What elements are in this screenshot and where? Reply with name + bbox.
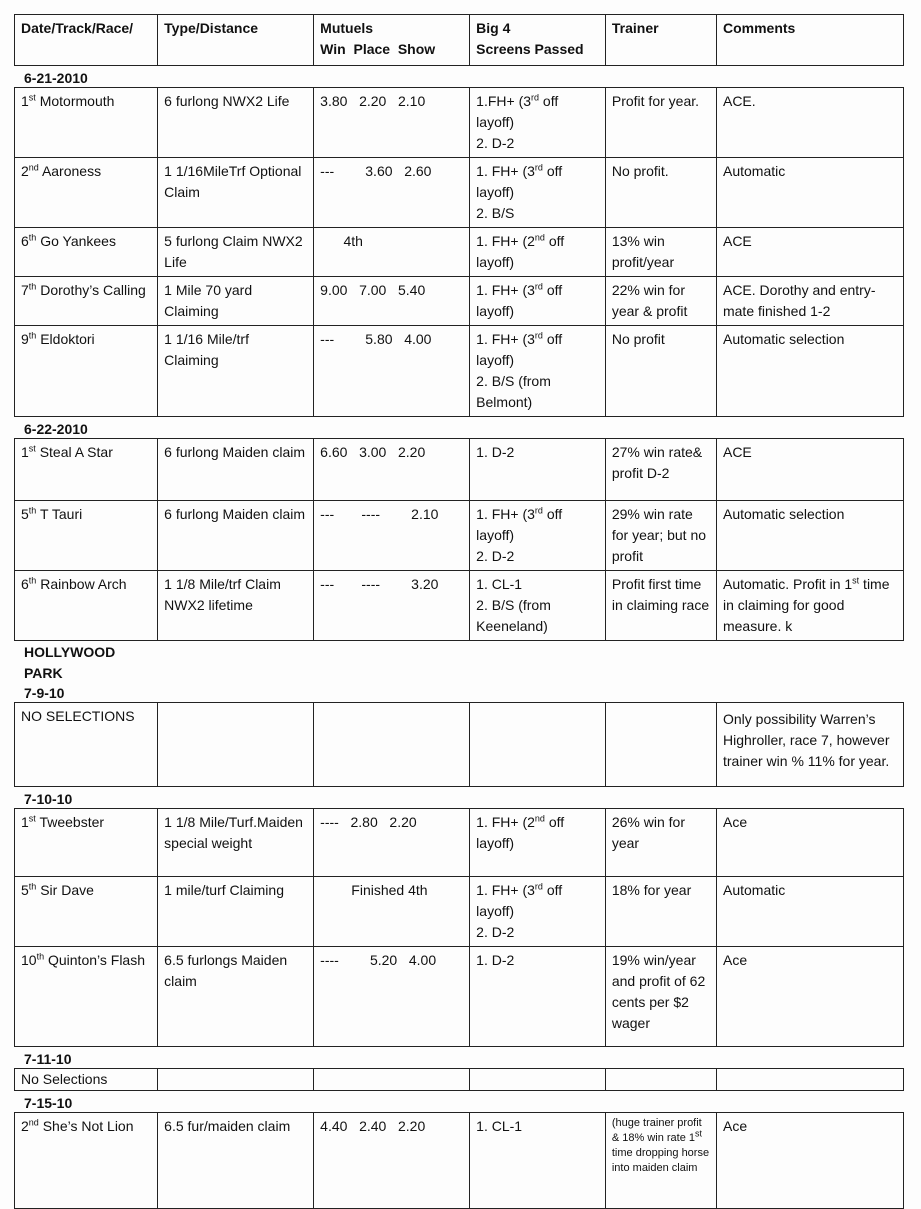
trainer-cell: 26% win for year [605, 809, 716, 877]
trainer-cell [605, 703, 716, 787]
results-document [14, 14, 904, 1209]
type-cell: 5 furlong Claim NWX2 Life [158, 228, 314, 277]
big4-cell: 1. FH+ (3rd off layoff) 2. D-2 [470, 501, 606, 571]
race-cell: 2nd Aaroness [15, 158, 158, 228]
trainer-cell: 13% win profit/year [605, 228, 716, 277]
section-date: 7-15-10 [24, 1095, 73, 1111]
trainer-cell: 18% for year [605, 877, 716, 947]
comments-cell: ACE [716, 439, 903, 501]
type-cell: 1 1/16 Mile/trf Claiming [158, 326, 314, 417]
mutuels-cell: --- 3.60 2.60 [314, 158, 470, 228]
comments-cell: ACE. Dorothy and entry-mate finished 1-2 [716, 277, 903, 326]
mutuels-cell: --- ---- 2.10 [314, 501, 470, 571]
header-comments: Comments [716, 15, 903, 66]
big4-cell: 1.FH+ (3rd off layoff) 2. D-2 [470, 88, 606, 158]
comments-cell: Automatic. Profit in 1st time in claiming for good measure. k [716, 571, 903, 641]
big4-cell: 1. FH+ (3rd off layoff) 2. B/S [470, 158, 606, 228]
mutuels-cell [314, 1069, 470, 1091]
mutuels-cell: 4th [314, 228, 470, 277]
comments-cell [716, 1069, 903, 1091]
header-type-distance: Type/Distance [158, 15, 314, 66]
section-date: 7-9-10 [24, 685, 65, 701]
big4-cell: 1. FH+ (2nd off layoff) [470, 809, 606, 877]
results-table-6-21 [14, 87, 904, 417]
comments-cell: Ace [716, 1113, 903, 1209]
mutuels-cell: 4.40 2.40 2.20 [314, 1113, 470, 1209]
header-mutuels-title: Mutuels [320, 20, 374, 36]
trainer-cell: No profit [605, 326, 716, 417]
comments-cell: ACE [716, 228, 903, 277]
section-track: HOLLYWOOD [24, 644, 116, 660]
header-mutuels [314, 15, 470, 66]
big4-cell: 1. CL-1 [470, 1113, 606, 1209]
header-row [15, 15, 904, 66]
results-table-7-11 [14, 1068, 904, 1091]
type-cell: 1 1/16MileTrf Optional Claim [158, 158, 314, 228]
mutuels-cell: ---- 5.20 4.00 [314, 947, 470, 1047]
section-date: 7-10-10 [24, 791, 73, 807]
mutuels-cell: Finished 4th [314, 877, 470, 947]
race-cell: 1st Steal A Star [15, 439, 158, 501]
comments-cell: Ace [716, 947, 903, 1047]
type-cell [158, 1069, 314, 1091]
race-cell: 5th Sir Dave [15, 877, 158, 947]
mutuels-cell: ---- 2.80 2.20 [314, 809, 470, 877]
race-cell: 1st Tweebster [15, 809, 158, 877]
table-row [15, 1069, 904, 1091]
header-mutuels-sub: Win Place Show [320, 41, 436, 57]
table-row [15, 277, 904, 326]
big4-cell [470, 1069, 606, 1091]
comments-cell: Only possibility Warren’s Highroller, race 7, however trainer win % 11% for year. [716, 703, 903, 787]
race-cell: 6th Rainbow Arch [15, 571, 158, 641]
trainer-cell [605, 1069, 716, 1091]
section-date: 6-22-2010 [24, 421, 88, 437]
header-table [14, 14, 904, 66]
type-cell: 1 1/8 Mile/trf Claim NWX2 lifetime [158, 571, 314, 641]
trainer-cell: 22% win for year & profit [605, 277, 716, 326]
comments-cell: Ace [716, 809, 903, 877]
results-table-6-22 [14, 438, 904, 641]
race-cell: 2nd She’s Not Lion [15, 1113, 158, 1209]
table-row [15, 809, 904, 877]
table-row [15, 947, 904, 1047]
race-cell: No Selections [15, 1069, 158, 1091]
table-row [15, 439, 904, 501]
type-cell: 6 furlong Maiden claim [158, 439, 314, 501]
table-row [15, 571, 904, 641]
trainer-cell: No profit. [605, 158, 716, 228]
type-cell: 1 Mile 70 yard Claiming [158, 277, 314, 326]
comments-cell: Automatic [716, 877, 903, 947]
table-row [15, 703, 904, 787]
type-cell: 6.5 fur/maiden claim [158, 1113, 314, 1209]
table-row [15, 501, 904, 571]
mutuels-cell: --- 5.80 4.00 [314, 326, 470, 417]
big4-cell [470, 703, 606, 787]
header-big4-title: Big 4 [476, 20, 511, 36]
race-cell: 5th T Tauri [15, 501, 158, 571]
mutuels-cell [314, 703, 470, 787]
table-row [15, 228, 904, 277]
header-big4-sub: Screens Passed [476, 41, 584, 57]
big4-cell: 1. D-2 [470, 439, 606, 501]
big4-cell: 1. FH+ (3rd off layoff) 2. D-2 [470, 877, 606, 947]
race-cell: 9th Eldoktori [15, 326, 158, 417]
mutuels-cell: 9.00 7.00 5.40 [314, 277, 470, 326]
mutuels-cell: 6.60 3.00 2.20 [314, 439, 470, 501]
results-table-7-10 [14, 808, 904, 1047]
type-cell: 6 furlong NWX2 Life [158, 88, 314, 158]
race-cell: 7th Dorothy’s Calling [15, 277, 158, 326]
section-track: PARK [24, 665, 63, 681]
comments-cell: Automatic selection [716, 501, 903, 571]
results-table-7-15 [14, 1112, 904, 1209]
trainer-cell: 19% win/year and profit of 62 cents per $2 wager [605, 947, 716, 1047]
trainer-cell: 29% win rate for year; but no profit [605, 501, 716, 571]
mutuels-cell: 3.80 2.20 2.10 [314, 88, 470, 158]
trainer-cell: Profit for year. [605, 88, 716, 158]
table-row [15, 88, 904, 158]
section-date: 7-11-10 [24, 1051, 72, 1067]
trainer-cell: Profit first time in claiming race [605, 571, 716, 641]
big4-cell: 1. FH+ (3rd off layoff) 2. B/S (from Belmont) [470, 326, 606, 417]
big4-cell: 1. FH+ (2nd off layoff) [470, 228, 606, 277]
type-cell: 6.5 furlongs Maiden claim [158, 947, 314, 1047]
comments-cell: Automatic selection [716, 326, 903, 417]
header-big4 [470, 15, 606, 66]
type-cell: 6 furlong Maiden claim [158, 501, 314, 571]
trainer-cell: (huge trainer profit & 18% win rate 1st time dropping horse into maiden claim [605, 1113, 716, 1209]
mutuels-cell: --- ---- 3.20 [314, 571, 470, 641]
type-cell: 1 mile/turf Claiming [158, 877, 314, 947]
comments-cell: ACE. [716, 88, 903, 158]
big4-cell: 1. D-2 [470, 947, 606, 1047]
table-row [15, 158, 904, 228]
header-trainer: Trainer [605, 15, 716, 66]
table-row [15, 1113, 904, 1209]
section-date: 6-21-2010 [24, 70, 88, 86]
header-date-track-race: Date/Track/Race/ [15, 15, 158, 66]
type-cell: 1 1/8 Mile/Turf.Maiden special weight [158, 809, 314, 877]
race-cell: 10th Quinton’s Flash [15, 947, 158, 1047]
type-cell [158, 703, 314, 787]
table-row [15, 326, 904, 417]
race-cell: NO SELECTIONS [15, 703, 158, 787]
trainer-cell: 27% win rate& profit D-2 [605, 439, 716, 501]
big4-cell: 1. FH+ (3rd off layoff) [470, 277, 606, 326]
table-row [15, 877, 904, 947]
race-cell: 1st Motormouth [15, 88, 158, 158]
big4-cell: 1. CL-1 2. B/S (from Keeneland) [470, 571, 606, 641]
results-table-7-9 [14, 702, 904, 787]
comments-cell: Automatic [716, 158, 903, 228]
race-cell: 6th Go Yankees [15, 228, 158, 277]
